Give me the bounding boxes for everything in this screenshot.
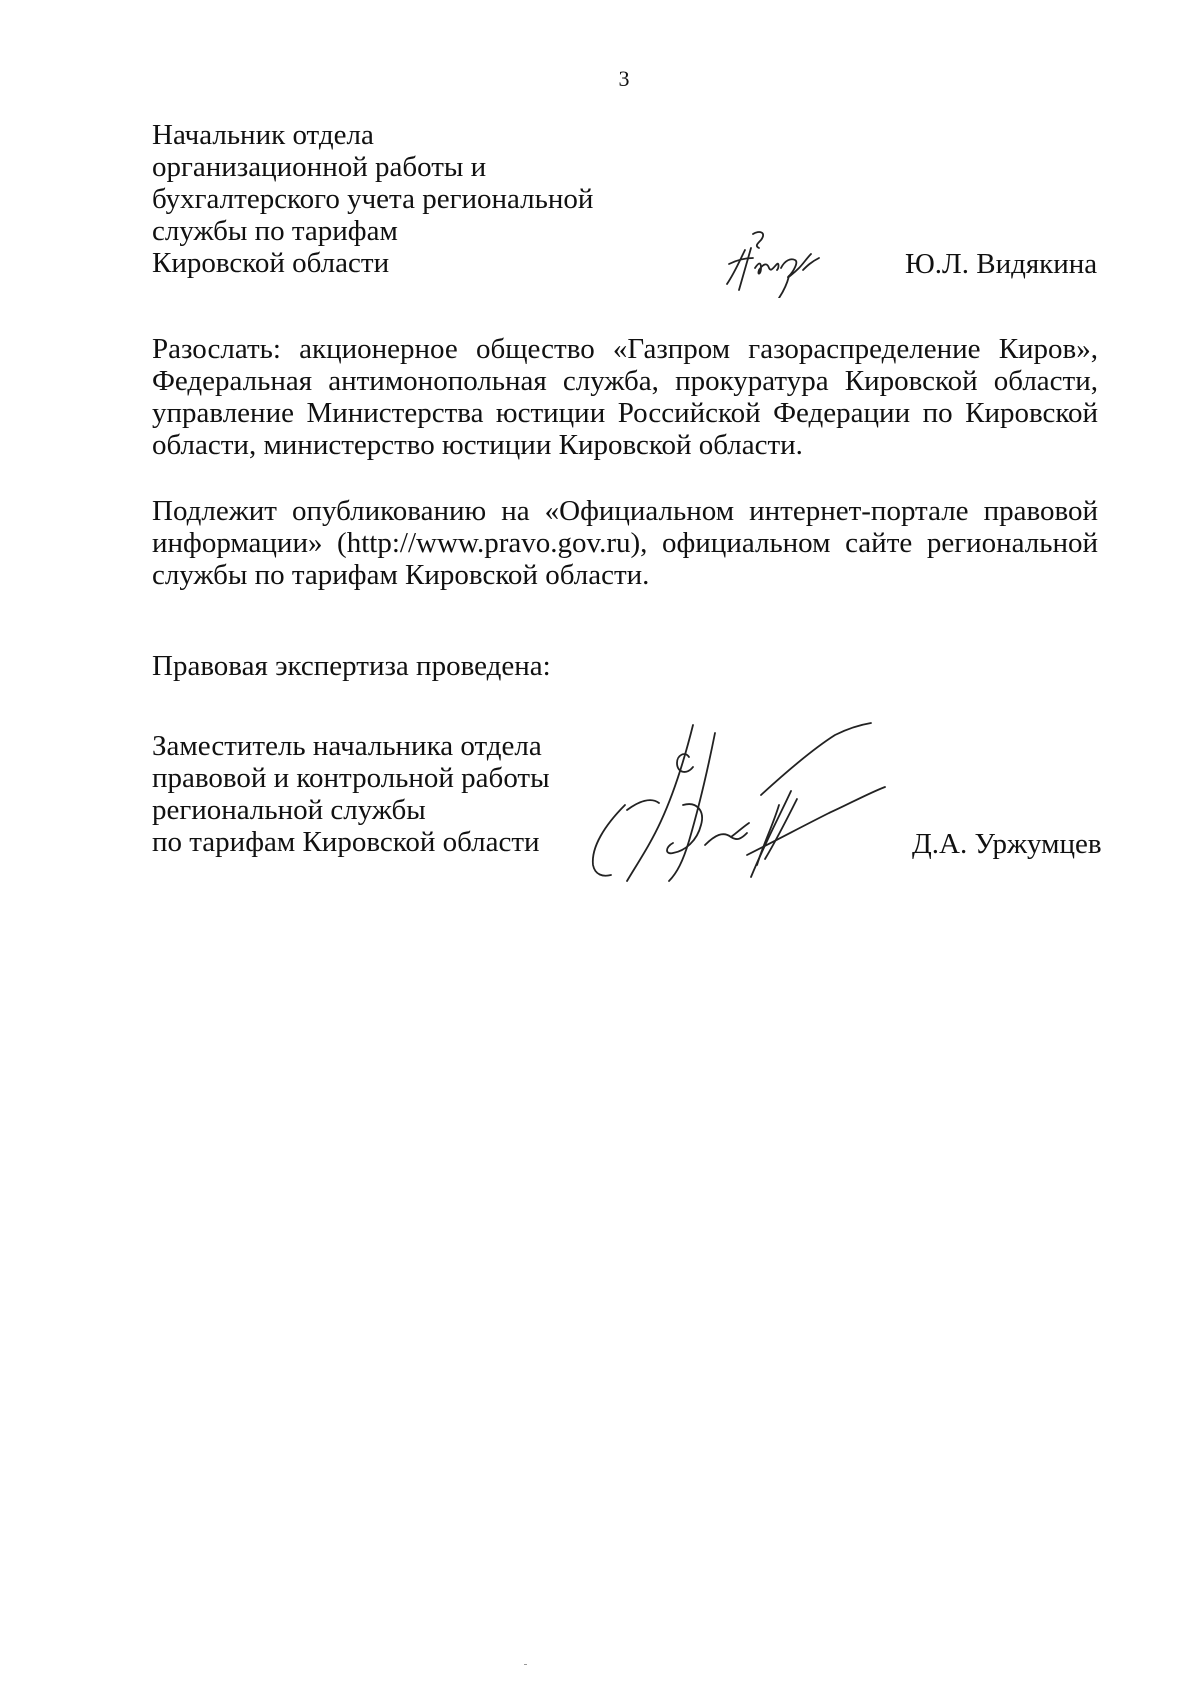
scan-speck — [524, 1664, 527, 1665]
signer1-name: Ю.Л. Видякина — [905, 248, 1098, 280]
signer2-name: Д.А. Уржумцев — [912, 828, 1102, 860]
signer1-position-line: бухгалтерского учета региональной — [152, 183, 594, 215]
signer2-position-line: по тарифам Кировской области — [152, 826, 540, 858]
publication-paragraph: Подлежит опубликованию на «Официальном интернет-портале правовой информации» (http://www.pravo.gov.ru), официальном сайте региональной службы по тарифам Кировской области. — [152, 495, 1098, 591]
signer1-position-line: Кировской области — [152, 247, 390, 279]
signer1-position-line: организационной работы и — [152, 151, 487, 183]
signer1-position — [152, 119, 672, 279]
page-number: 3 — [618, 66, 630, 91]
legal-review-label: Правовая экспертиза проведена: — [152, 650, 551, 682]
signer2-position-line: региональной службы — [152, 794, 426, 826]
signer1-position-line: Начальник отдела — [152, 119, 374, 151]
signer2-position-line: правовой и контрольной работы — [152, 762, 550, 794]
signature-1 — [715, 228, 835, 298]
signature-2 — [565, 715, 925, 895]
signer2-position-line: Заместитель начальника отдела — [152, 730, 542, 762]
signer1-position-line: службы по тарифам — [152, 215, 398, 247]
distribution-paragraph: Разослать: акционерное общество «Газпром газораспределение Киров», Федеральная антимонопольная служба, прокуратура Кировской области, управление Министерства юстиции Российской Федерации по Кировской области, министерство юстиции Кировской области. — [152, 333, 1098, 461]
